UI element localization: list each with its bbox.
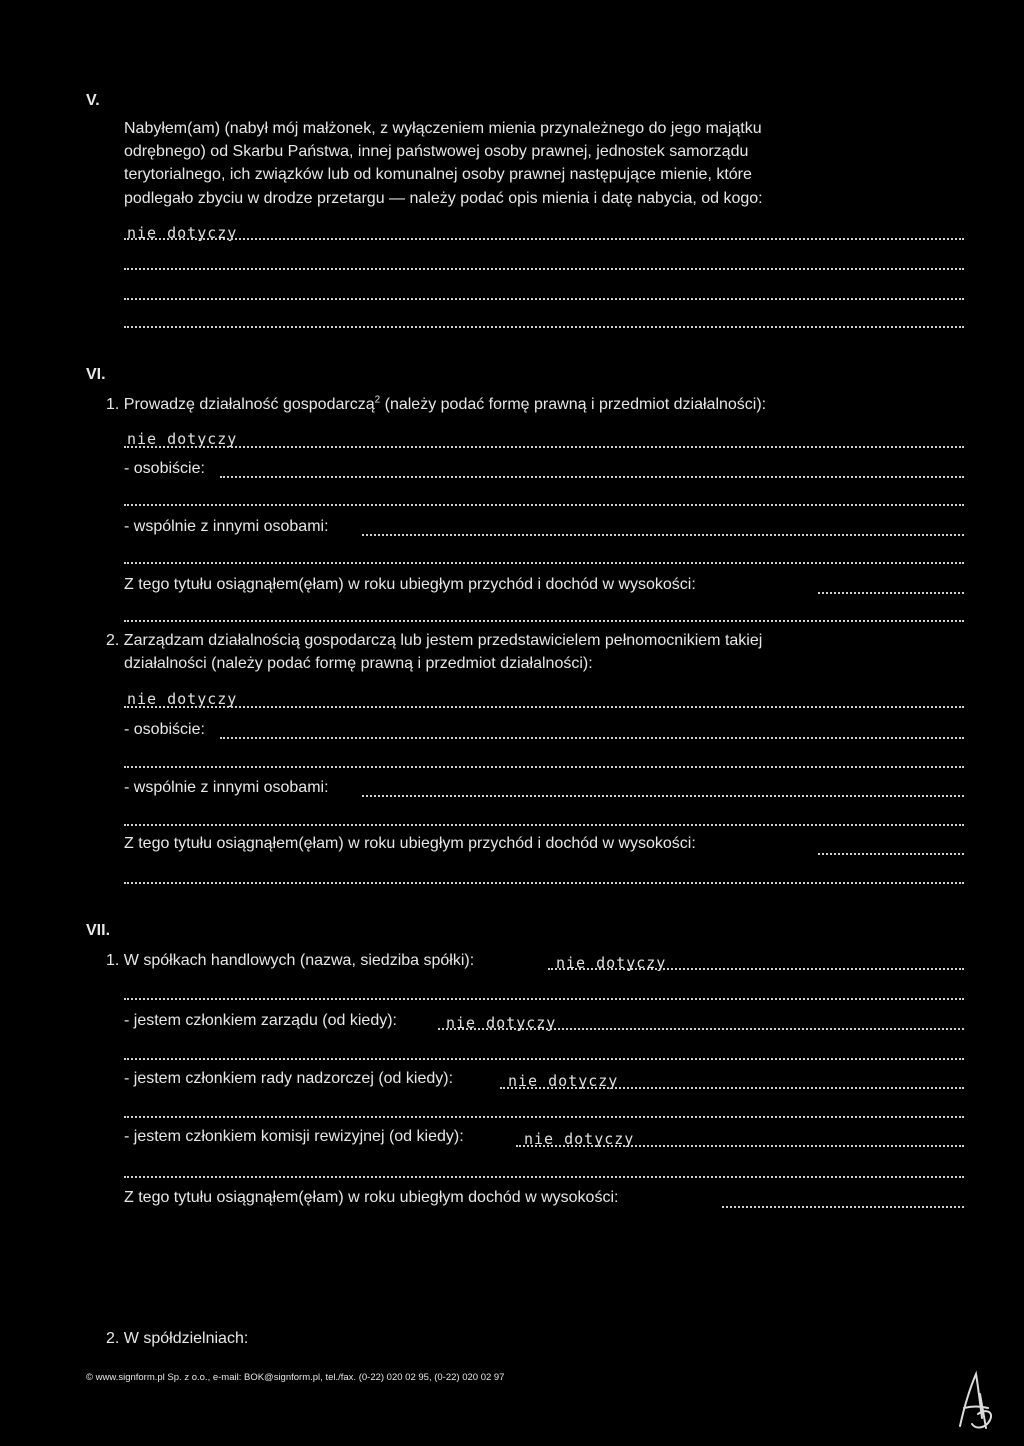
answer-line [124, 298, 964, 300]
section-vi-item-2-answer: nie dotyczy [127, 690, 238, 708]
answer-line [124, 1058, 964, 1060]
answer-line [548, 968, 964, 970]
section-vi-number: VI. [86, 366, 106, 383]
answer-line [124, 268, 964, 270]
section-vi-item-1-answer: nie dotyczy [127, 430, 238, 448]
answer-line [220, 476, 964, 478]
answer-line [722, 1206, 964, 1208]
answer-line [362, 534, 964, 536]
answer-line [124, 766, 964, 768]
item-1-label-rest: (należy podać formę prawną i przedmiot działalności): [380, 396, 767, 413]
answer-line [124, 562, 964, 564]
section-vii-income-label: Z tego tytułu osiągnąłem(ęłam) w roku ubiegłym dochód w wysokości: [124, 1189, 619, 1206]
section-vi-item-2-line-1: 2. Zarządzam działalnością gospodarczą lub jestem przedstawicielem pełnomocnikiem takiej [106, 632, 763, 649]
answer-line [818, 592, 964, 594]
answer-line [362, 795, 964, 797]
section-vii-item-1-answer: nie dotyczy [556, 954, 667, 972]
footer-copyright: © www.signform.pl Sp. z o.o., e-mail: BOK@signform.pl, tel./fax. (0-22) 020 02 95, (0-22) 020 02 97 [86, 1372, 505, 1383]
answer-line [124, 446, 964, 448]
answer-line [124, 998, 964, 1000]
section-v-answer: nie dotyczy [127, 224, 238, 242]
board-member-answer: nie dotyczy [446, 1014, 557, 1032]
answer-line [124, 326, 964, 328]
section-v-text-line-4: podlegało zbyciu w drodze przetargu — należy podać opis mienia i datę nabycia, od kogo: [124, 190, 763, 207]
supervisory-board-label: - jestem członkiem rady nadzorczej (od kiedy): [124, 1070, 454, 1087]
answer-line [124, 1116, 964, 1118]
item-2-income-label: Z tego tytułu osiągnąłem(ęłam) w roku ubiegłym przychód i dochód w wysokości: [124, 835, 696, 852]
supervisory-board-answer: nie dotyczy [508, 1072, 619, 1090]
answer-line [516, 1145, 964, 1147]
answer-line [124, 504, 964, 506]
item-1-income-label: Z tego tytułu osiągnąłem(ęłam) w roku ubiegłym przychód i dochód w wysokości: [124, 576, 696, 593]
item-1-joint-label: - wspólnie z innymi osobami: [124, 518, 329, 535]
item-1-personal-label: - osobiście: [124, 460, 205, 477]
section-vi-item-2-line-2: działalności (należy podać formę prawną i przedmiot działalności): [124, 655, 593, 672]
answer-line [124, 882, 964, 884]
answer-line [438, 1028, 964, 1030]
answer-line [124, 620, 964, 622]
item-2-joint-label: - wspólnie z innymi osobami: [124, 779, 329, 796]
section-v-text-line-2: odrębnego) od Skarbu Państwa, innej państwowej osoby prawnej, jednostek samorządu [124, 143, 749, 160]
section-vii-item-1-label: 1. W spółkach handlowych (nazwa, siedziba spółki): [106, 952, 475, 969]
section-v-text-line-1: Nabyłem(am) (nabył mój małżonek, z wyłączeniem mienia przynależnego do jego majątku [124, 120, 762, 137]
answer-line [500, 1087, 964, 1089]
section-v-text-line-3: terytorialnego, ich związków lub od komunalnej osoby prawnej następujące mienie, które [124, 166, 752, 183]
item-1-label: 1. Prowadzę działalność gospodarczą [106, 396, 375, 413]
answer-line [124, 238, 964, 240]
section-v-number: V. [86, 92, 100, 109]
audit-committee-answer: nie dotyczy [524, 1130, 635, 1148]
section-vi-item-1-text [106, 394, 766, 416]
answer-line [220, 737, 964, 739]
answer-line [124, 824, 964, 826]
board-member-label: - jestem członkiem zarządu (od kiedy): [124, 1012, 397, 1029]
audit-committee-label: - jestem członkiem komisji rewizyjnej (od kiedy): [124, 1128, 464, 1145]
signature-initials [950, 1368, 1000, 1434]
answer-line [124, 1176, 964, 1178]
section-vii-item-2-label: 2. W spółdzielniach: [106, 1330, 249, 1347]
footnote-marker: 2 [374, 394, 381, 406]
answer-line [124, 706, 964, 708]
section-vii-number: VII. [86, 922, 111, 939]
answer-line [818, 853, 964, 855]
item-2-personal-label: - osobiście: [124, 721, 205, 738]
